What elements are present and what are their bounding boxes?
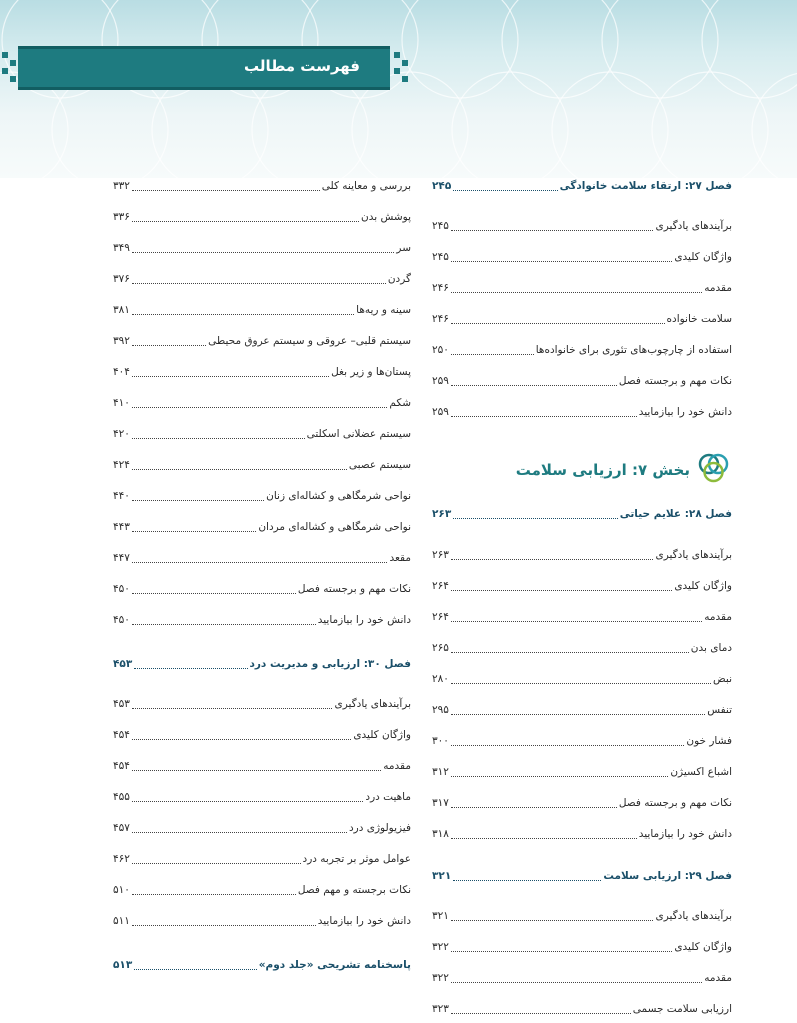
toc-entry-page: ۵۱۱: [113, 915, 130, 927]
toc-entry-page: ۲۴۶: [432, 282, 449, 294]
page-title: فهرست مطالب: [244, 57, 360, 75]
toc-entry[interactable]: [113, 727, 411, 743]
rings-icon: [696, 450, 732, 490]
toc-entry-page: ۴۴۰: [113, 490, 130, 502]
toc-entry[interactable]: [113, 612, 411, 628]
toc-entry-label: مقدمه: [704, 282, 732, 294]
toc-entry[interactable]: [113, 519, 411, 535]
toc-entry-page: ۲۴۶: [432, 313, 449, 325]
toc-entry-label: دانش خود را بیازمایید: [638, 828, 732, 840]
toc-entry[interactable]: [432, 547, 732, 563]
toc-entry-page: ۳۲۱: [432, 910, 449, 922]
dot-leader: [451, 705, 705, 715]
chapter-27-heading[interactable]: فصل ۲۷: ارتقاء سلامت خانوادگی ۲۴۵: [432, 180, 732, 192]
dot-leader: [451, 736, 684, 746]
toc-entry[interactable]: [432, 218, 732, 234]
dot-leader: [132, 460, 347, 470]
toc-entry-page: ۳۱۲: [432, 766, 449, 778]
toc-entry-label: سلامت خانواده: [666, 313, 732, 325]
dot-leader: [132, 398, 387, 408]
toc-entry-page: ۳۱۷: [432, 797, 449, 809]
dot-leader: [132, 792, 363, 802]
dot-leader: [132, 336, 206, 346]
toc-entry[interactable]: [432, 640, 732, 656]
toc-entry[interactable]: [113, 333, 411, 349]
toc-entry-page: ۴۰۴: [113, 366, 130, 378]
dot-leader: [451, 1004, 631, 1014]
toc-entry-label: دانش خود را بیازمایید: [317, 915, 411, 927]
toc-entry-label: سیستم قلبی– عروقی و سیستم عروق محیطی: [208, 335, 411, 347]
toc-entry[interactable]: [113, 395, 411, 411]
toc-entry-label: سیستم عضلانی اسکلتی: [306, 428, 411, 440]
toc-entry[interactable]: [432, 795, 732, 811]
toc-entry-page: ۳۴۹: [113, 242, 130, 254]
toc-entry-label: ارزیابی سلامت جسمی: [632, 1003, 732, 1015]
toc-entry[interactable]: [432, 970, 732, 986]
toc-entry-label: نبض: [713, 673, 732, 685]
toc-entry[interactable]: [113, 820, 411, 836]
chapter-29-heading[interactable]: فصل ۲۹: ارزیابی سلامت ۳۲۱: [432, 870, 732, 882]
dot-leader: [132, 761, 381, 771]
toc-entry-label: مقعد: [389, 552, 411, 564]
toc-entry[interactable]: [113, 302, 411, 318]
toc-entry[interactable]: [113, 240, 411, 256]
toc-entry-page: ۳۳۲: [113, 180, 130, 192]
toc-entry-label: سینه و ریه‌ها: [356, 304, 411, 316]
toc-entry-page: ۴۵۴: [113, 760, 130, 772]
dot-leader: [451, 643, 689, 653]
toc-entry[interactable]: [432, 249, 732, 265]
dot-leader: [132, 823, 347, 833]
toc-entry-label: شکم: [389, 397, 411, 409]
toc-entry[interactable]: [113, 550, 411, 566]
toc-entry-label: پوشش بدن: [360, 211, 411, 223]
toc-entry-label: مقدمه: [383, 760, 411, 772]
toc-entry-page: ۳۹۲: [113, 335, 130, 347]
toc-entry[interactable]: [432, 609, 732, 625]
dot-leader: [132, 885, 296, 895]
toc-entry-page: ۳۲۲: [432, 941, 449, 953]
toc-entry-label: برآیندهای یادگیری: [334, 698, 411, 710]
toc-entry-page: ۴۲۰: [113, 428, 130, 440]
dot-leader: [451, 376, 617, 386]
toc-entry[interactable]: [113, 581, 411, 597]
toc-entry-page: ۲۸۰: [432, 673, 449, 685]
toc-entry-page: ۲۵۹: [432, 375, 449, 387]
toc-entry[interactable]: [432, 578, 732, 594]
toc-entry-page: ۴۵۳: [113, 698, 130, 710]
toc-entry-page: ۴۶۲: [113, 853, 130, 865]
toc-entry[interactable]: [113, 696, 411, 712]
title-bar: [18, 46, 390, 90]
toc-entry-label: گردن: [387, 273, 411, 285]
toc-entry-label: اشباع اکسیژن: [670, 766, 732, 778]
dot-leader: [132, 854, 301, 864]
toc-entry-label: دمای بدن: [690, 642, 732, 654]
toc-entry-label: برآیندهای یادگیری: [655, 220, 732, 232]
toc-entry-page: ۴۵۰: [113, 583, 130, 595]
toc-entry-page: ۲۹۵: [432, 704, 449, 716]
toc-entry-page: ۲۶۴: [432, 611, 449, 623]
dot-leader: [132, 212, 359, 222]
toc-entry[interactable]: [432, 311, 732, 327]
toc-entry-label: واژگان کلیدی: [674, 580, 732, 592]
toc-entry-page: ۳۸۱: [113, 304, 130, 316]
toc-entry-page: ۳۲۲: [432, 972, 449, 984]
toc-entry-page: ۲۴۵: [432, 220, 449, 232]
toc-entry-page: ۴۲۴: [113, 459, 130, 471]
dot-leader: [451, 252, 672, 262]
toc-entry[interactable]: [113, 178, 411, 194]
toc-entry-label: نواحی شرمگاهی و کشاله‌ای زنان: [266, 490, 411, 502]
dot-leader: [132, 615, 316, 625]
dot-leader: [451, 314, 665, 324]
toc-entry-label: نکات مهم و برجسته فصل: [297, 583, 411, 595]
toc-entry-page: ۳۲۳: [432, 1003, 449, 1015]
toc-entry[interactable]: [432, 702, 732, 718]
toc-entry[interactable]: [432, 404, 732, 420]
toc-entry[interactable]: [432, 764, 732, 780]
toc-entry-page: ۴۵۰: [113, 614, 130, 626]
toc-entry-label: مقدمه: [704, 611, 732, 623]
toc-entry-label: ماهیت درد: [365, 791, 411, 803]
dot-leader: [132, 274, 386, 284]
toc-entry-label: واژگان کلیدی: [674, 941, 732, 953]
dot-leader: [132, 522, 256, 532]
dot-leader: [451, 674, 711, 684]
toc-entry-page: ۴۴۷: [113, 552, 130, 564]
toc-entry-page: ۴۵۷: [113, 822, 130, 834]
toc-entry[interactable]: [113, 209, 411, 225]
dot-leader: [132, 305, 354, 315]
toc-entry-label: فشار خون: [686, 735, 732, 747]
dot-leader: [451, 550, 654, 560]
dot-leader: [451, 221, 654, 231]
toc-entry-page: ۲۶۳: [432, 549, 449, 561]
dot-leader: [451, 345, 534, 355]
toc-entry-label: دانش خود را بیازمایید: [317, 614, 411, 626]
toc-entry-label: برآیندهای یادگیری: [655, 549, 732, 561]
dot-leader: [451, 767, 668, 777]
toc-entry-page: ۴۵۵: [113, 791, 130, 803]
toc-entry[interactable]: [113, 851, 411, 867]
dot-leader: [132, 553, 388, 563]
toc-entry-label: دانش خود را بیازمایید: [638, 406, 732, 418]
chapter-30-heading[interactable]: فصل ۳۰: ارزیابی و مدیریت درد ۴۵۳: [113, 658, 411, 670]
toc-entry-label: برآیندهای یادگیری: [655, 910, 732, 922]
dot-leader: [451, 581, 672, 591]
answer-key-heading[interactable]: پاسخنامه تشریحی «جلد دوم» ۵۱۳: [113, 959, 411, 971]
toc-entry-page: ۳۳۶: [113, 211, 130, 223]
chapter-28-heading[interactable]: فصل ۲۸: علایم حیاتی ۲۶۳: [432, 508, 732, 520]
title-ornament-left: [0, 46, 20, 90]
toc-entry[interactable]: [113, 426, 411, 442]
toc-entry[interactable]: [113, 882, 411, 898]
dot-leader: [132, 584, 296, 594]
toc-entry-label: بررسی و معاینه کلی: [321, 180, 411, 192]
toc-entry-label: مقدمه: [704, 972, 732, 984]
dot-leader: [451, 798, 617, 808]
toc-entry-page: ۵۱۰: [113, 884, 130, 896]
toc-entry[interactable]: [432, 908, 732, 924]
toc-entry-label: تنفس: [707, 704, 732, 716]
dot-leader: [451, 911, 654, 921]
toc-entry-page: ۴۵۴: [113, 729, 130, 741]
dot-leader: [132, 730, 351, 740]
dot-leader: [132, 699, 333, 709]
toc-entry[interactable]: [113, 457, 411, 473]
dot-leader: [132, 916, 316, 926]
dot-leader: [132, 181, 320, 191]
toc-entry[interactable]: [432, 280, 732, 296]
toc-entry[interactable]: [432, 826, 732, 842]
toc-entry[interactable]: [432, 1001, 732, 1017]
toc-entry-page: ۲۶۴: [432, 580, 449, 592]
toc-entry-label: سیستم عصبی: [348, 459, 411, 471]
toc-entry-label: استفاده از چارچوب‌های تئوری برای خانواده‌ها: [535, 344, 732, 356]
toc-entry[interactable]: [432, 342, 732, 358]
toc-entry[interactable]: [113, 758, 411, 774]
dot-leader: [132, 243, 394, 253]
toc-entry[interactable]: [113, 364, 411, 380]
toc-entry-label: واژگان کلیدی: [353, 729, 411, 741]
dot-leader: [132, 429, 305, 439]
dot-leader: [132, 491, 264, 501]
toc-entry[interactable]: [113, 271, 411, 287]
toc-entry-page: ۳۱۸: [432, 828, 449, 840]
toc-entry-page: ۲۵۹: [432, 406, 449, 418]
dot-leader: [451, 973, 702, 983]
dot-leader: [132, 367, 329, 377]
toc-entry-page: ۳۰۰: [432, 735, 449, 747]
toc-entry-label: نکات مهم و برجسته فصل: [618, 797, 732, 809]
toc-entry[interactable]: [432, 939, 732, 955]
dot-leader: [451, 283, 702, 293]
dot-leader: [451, 829, 637, 839]
dot-leader: [451, 942, 672, 952]
toc-entry-label: واژگان کلیدی: [674, 251, 732, 263]
toc-entry-page: ۲۶۵: [432, 642, 449, 654]
toc-entry[interactable]: [432, 733, 732, 749]
toc-entry-label: فیزیولوژی درد: [348, 822, 411, 834]
toc-entry[interactable]: [432, 671, 732, 687]
toc-entry-label: پستان‌ها و زیر بغل: [331, 366, 411, 378]
toc-entry-page: ۴۴۳: [113, 521, 130, 533]
toc-entry-label: سر: [396, 242, 411, 254]
toc-entry[interactable]: [113, 913, 411, 929]
toc-entry-page: ۳۷۶: [113, 273, 130, 285]
toc-entry-label: عوامل موثر بر تجربه درد: [302, 853, 411, 865]
toc-entry[interactable]: [113, 488, 411, 504]
toc-entry-label: نکات برجسته و مهم فصل: [297, 884, 411, 896]
toc-entry-label: نکات مهم و برجسته فصل: [618, 375, 732, 387]
dot-leader: [451, 612, 702, 622]
toc-entry[interactable]: [432, 373, 732, 389]
toc-entry[interactable]: [113, 789, 411, 805]
toc-entry-page: ۲۵۰: [432, 344, 449, 356]
dot-leader: [451, 407, 637, 417]
title-ornament-right: [390, 46, 410, 90]
toc-entry-page: ۲۴۵: [432, 251, 449, 263]
toc-entry-label: نواحی شرمگاهی و کشاله‌ای مردان: [258, 521, 411, 533]
toc-entry-page: ۴۱۰: [113, 397, 130, 409]
section-7-heading: [516, 453, 732, 487]
section-7-title: بخش ۷: ارزیابی سلامت: [515, 461, 690, 479]
